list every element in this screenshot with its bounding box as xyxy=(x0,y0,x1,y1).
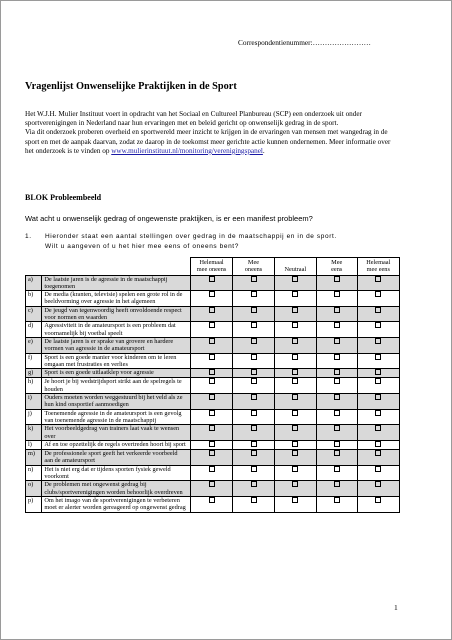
answer-cell xyxy=(274,425,316,441)
checkbox-icon[interactable] xyxy=(292,497,298,503)
header-blank xyxy=(26,258,191,276)
statement-letter: k) xyxy=(26,425,42,441)
statement-letter: b) xyxy=(26,291,42,307)
answer-cell xyxy=(274,409,316,425)
statement-text: Af en toe opzettelijk de regels overtreden hoort bij sport xyxy=(42,440,191,449)
statement-text: De laatste jaren is de agressie in de maatschappij toegenomen xyxy=(42,275,191,291)
statement-text: Toenemende agressie in de amateursport is een gevolg van toenemende agressie in de maatschappij xyxy=(42,409,191,425)
question-1-line-2: Wilt u aangeven of u het hier mee eens of oneens bent? xyxy=(45,243,239,250)
statement-row xyxy=(26,378,400,394)
checkbox-icon[interactable] xyxy=(292,378,298,384)
checkbox-icon[interactable] xyxy=(209,425,215,431)
answer-cell xyxy=(357,425,399,441)
statement-row xyxy=(26,306,400,322)
answer-cell xyxy=(190,450,232,466)
statement-row xyxy=(26,481,400,497)
answer-cell xyxy=(274,465,316,481)
answer-cell xyxy=(190,275,232,291)
checkbox-icon[interactable] xyxy=(209,497,215,503)
answer-cell xyxy=(357,496,399,512)
answer-cell xyxy=(274,291,316,307)
answer-cell xyxy=(233,275,275,291)
statement-text: De media (kranten, televisie) spelen een grote rol in de beeldvorming over agressie in het algemeen xyxy=(42,291,191,307)
checkbox-icon[interactable] xyxy=(334,354,340,360)
scale-header-3-line-2: Neutraal xyxy=(284,266,307,274)
checkbox-icon[interactable] xyxy=(209,481,215,487)
answer-cell xyxy=(190,378,232,394)
checkbox-icon[interactable] xyxy=(292,369,298,375)
checkbox-icon[interactable] xyxy=(292,307,298,313)
checkbox-icon[interactable] xyxy=(251,394,257,400)
statement-letter: i) xyxy=(26,394,42,410)
checkbox-icon[interactable] xyxy=(209,394,215,400)
answer-cell xyxy=(357,369,399,378)
statement-letter: g) xyxy=(26,369,42,378)
respondent-number-label: Correspondentienummer:…………………… xyxy=(238,38,371,47)
statement-letter: l) xyxy=(26,440,42,449)
statement-text: Het voorbeeldgedrag van trainers laat vaak te wensen over xyxy=(42,425,191,441)
answer-cell xyxy=(190,306,232,322)
checkbox-icon[interactable] xyxy=(334,369,340,375)
answer-cell xyxy=(233,425,275,441)
statement-row xyxy=(26,465,400,481)
checkbox-icon[interactable] xyxy=(334,276,340,282)
statement-letter: d) xyxy=(26,322,42,338)
answer-cell xyxy=(233,496,275,512)
checkbox-icon[interactable] xyxy=(334,394,340,400)
answer-cell xyxy=(274,440,316,449)
statement-row xyxy=(26,322,400,338)
page-number: 1 xyxy=(394,603,398,612)
answer-cell xyxy=(233,306,275,322)
checkbox-icon[interactable] xyxy=(334,410,340,416)
question-1 xyxy=(25,232,337,252)
answer-cell xyxy=(233,465,275,481)
checkbox-icon[interactable] xyxy=(334,322,340,328)
statement-letter: c) xyxy=(26,306,42,322)
answer-cell xyxy=(274,306,316,322)
checkbox-icon[interactable] xyxy=(292,354,298,360)
answer-cell xyxy=(357,322,399,338)
statement-text: De jeugd van tegenwoordig heeft onvoldoende respect voor normen en waarden xyxy=(42,306,191,322)
statement-letter: f) xyxy=(26,353,42,369)
checkbox-icon[interactable] xyxy=(209,338,215,344)
answer-cell xyxy=(190,409,232,425)
checkbox-icon[interactable] xyxy=(375,378,381,384)
answer-cell xyxy=(357,465,399,481)
scale-header-1-line-2: mee oneens xyxy=(196,266,227,274)
answer-cell xyxy=(233,378,275,394)
checkbox-icon[interactable] xyxy=(292,450,298,456)
checkbox-icon[interactable] xyxy=(251,291,257,297)
checkbox-icon[interactable] xyxy=(375,354,381,360)
answer-cell xyxy=(316,369,357,378)
checkbox-icon[interactable] xyxy=(334,450,340,456)
statement-text: Agressiviteit in de amateursport is een probleem dat voornamelijk bij voetbal speelt xyxy=(42,322,191,338)
answer-cell xyxy=(316,394,357,410)
answer-cell xyxy=(357,481,399,497)
statement-text: Sport is een goede uitlaatklep voor agressie xyxy=(42,369,191,378)
checkbox-icon[interactable] xyxy=(251,322,257,328)
checkbox-icon[interactable] xyxy=(292,276,298,282)
answer-cell xyxy=(190,394,232,410)
statement-row xyxy=(26,409,400,425)
answer-cell xyxy=(357,337,399,353)
statement-text: De laatste jaren is er sprake van grovere en hardere vormen van agressie in de amateursport xyxy=(42,337,191,353)
scale-header-1-line-1: Helemaal xyxy=(199,259,224,266)
statement-text: Het is niet erg dat er tijdens sporten fysiek geweld voorkomt xyxy=(42,465,191,481)
checkbox-icon[interactable] xyxy=(251,450,257,456)
checkbox-icon[interactable] xyxy=(251,410,257,416)
answer-cell xyxy=(357,306,399,322)
checkbox-icon[interactable] xyxy=(292,466,298,472)
answer-cell xyxy=(233,369,275,378)
answer-cell xyxy=(316,409,357,425)
statement-row xyxy=(26,450,400,466)
answer-cell xyxy=(316,425,357,441)
statement-row xyxy=(26,337,400,353)
answer-cell xyxy=(274,337,316,353)
statement-letter: h) xyxy=(26,378,42,394)
answer-cell xyxy=(274,322,316,338)
scale-header-4-line-1: Mee xyxy=(331,259,343,266)
statement-row xyxy=(26,291,400,307)
scale-header-2 xyxy=(233,258,275,276)
checkbox-icon[interactable] xyxy=(375,369,381,375)
statement-text: De professionele sport geeft het verkeerde voorbeeld aan de amateursport xyxy=(42,450,191,466)
checkbox-icon[interactable] xyxy=(251,276,257,282)
checkbox-icon[interactable] xyxy=(292,322,298,328)
checkbox-icon[interactable] xyxy=(209,378,215,384)
answer-cell xyxy=(190,291,232,307)
checkbox-icon[interactable] xyxy=(251,338,257,344)
checkbox-icon[interactable] xyxy=(251,481,257,487)
answer-cell xyxy=(190,337,232,353)
answer-cell xyxy=(274,378,316,394)
answer-cell xyxy=(357,440,399,449)
answer-cell xyxy=(316,378,357,394)
checkbox-icon[interactable] xyxy=(251,425,257,431)
checkbox-icon[interactable] xyxy=(209,466,215,472)
checkbox-icon[interactable] xyxy=(375,450,381,456)
checkbox-icon[interactable] xyxy=(292,338,298,344)
statement-text: Om het imago van de sportverenigingen te verbeteren moet er alerter worden gereageerd op ongewenst gedrag xyxy=(42,496,191,512)
checkbox-icon[interactable] xyxy=(292,441,298,447)
statement-letter: n) xyxy=(26,465,42,481)
checkbox-icon[interactable] xyxy=(251,369,257,375)
answer-cell xyxy=(274,275,316,291)
statements-table xyxy=(25,257,400,513)
answer-cell xyxy=(274,496,316,512)
statement-text: Sport is een goede manier voor kinderen om te leren omgaan met frustraties en verlies xyxy=(42,353,191,369)
statement-row xyxy=(26,275,400,291)
checkbox-icon[interactable] xyxy=(375,276,381,282)
checkbox-icon[interactable] xyxy=(375,441,381,447)
answer-cell xyxy=(316,353,357,369)
checkbox-icon[interactable] xyxy=(375,338,381,344)
statement-letter: j) xyxy=(26,409,42,425)
answer-cell xyxy=(233,337,275,353)
scale-header-5-line-1: Helemaal xyxy=(366,259,391,266)
checkbox-icon[interactable] xyxy=(334,441,340,447)
answer-cell xyxy=(190,369,232,378)
scale-header-3 xyxy=(274,258,316,276)
checkbox-icon[interactable] xyxy=(375,481,381,487)
answer-cell xyxy=(190,440,232,449)
checkbox-icon[interactable] xyxy=(209,450,215,456)
answer-cell xyxy=(274,369,316,378)
answer-cell xyxy=(233,450,275,466)
section-heading: BLOK Probleembeeld xyxy=(25,193,102,202)
checkbox-icon[interactable] xyxy=(251,378,257,384)
checkbox-icon[interactable] xyxy=(251,354,257,360)
checkbox-icon[interactable] xyxy=(209,441,215,447)
info-link[interactable]: www.mulierinstituut.nl/monitoring/verenigingspanel xyxy=(111,146,263,155)
checkbox-icon[interactable] xyxy=(334,425,340,431)
main-question: Wat acht u onwenselijk gedrag of ongewenste praktijken, is er een manifest probleem? xyxy=(25,214,313,223)
statement-row xyxy=(26,425,400,441)
statement-text: De problemen met ongewenst gedrag bij clubs/sportverenigingen worden behoorlijk overdreven xyxy=(42,481,191,497)
scale-header-5-line-2: mee eens xyxy=(366,266,390,274)
answer-cell xyxy=(316,465,357,481)
statement-row xyxy=(26,353,400,369)
answer-cell xyxy=(316,481,357,497)
answer-cell xyxy=(233,291,275,307)
answer-cell xyxy=(190,481,232,497)
scale-header-1 xyxy=(190,258,232,276)
scale-header-2-line-2: oneens xyxy=(244,266,263,274)
statement-row xyxy=(26,394,400,410)
statement-letter: a) xyxy=(26,275,42,291)
checkbox-icon[interactable] xyxy=(334,481,340,487)
answer-cell xyxy=(316,322,357,338)
scale-header-5 xyxy=(357,258,399,276)
statement-letter: p) xyxy=(26,496,42,512)
checkbox-icon[interactable] xyxy=(334,338,340,344)
answer-cell xyxy=(190,353,232,369)
answer-cell xyxy=(357,353,399,369)
answer-cell xyxy=(190,322,232,338)
statement-text: Ouders moeten worden weggestuurd bij het veld als ze hun kind onsportief aanmoedigen xyxy=(42,394,191,410)
checkbox-icon[interactable] xyxy=(292,394,298,400)
statement-letter: m) xyxy=(26,450,42,466)
checkbox-icon[interactable] xyxy=(334,497,340,503)
intro-link-suffix: . xyxy=(262,146,265,155)
page-title: Vragenlijst Onwenselijke Praktijken in de Sport xyxy=(25,81,237,92)
checkbox-icon[interactable] xyxy=(292,481,298,487)
checkbox-icon[interactable] xyxy=(209,291,215,297)
statement-row xyxy=(26,440,400,449)
answer-cell xyxy=(357,450,399,466)
scale-header-row xyxy=(26,258,400,276)
answer-cell xyxy=(274,394,316,410)
checkbox-icon[interactable] xyxy=(375,322,381,328)
checkbox-icon[interactable] xyxy=(334,466,340,472)
checkbox-icon[interactable] xyxy=(375,291,381,297)
answer-cell xyxy=(357,394,399,410)
checkbox-icon[interactable] xyxy=(209,322,215,328)
answer-cell xyxy=(190,496,232,512)
answer-cell xyxy=(357,378,399,394)
checkbox-icon[interactable] xyxy=(209,307,215,313)
answer-cell xyxy=(233,481,275,497)
statement-row xyxy=(26,369,400,378)
answer-cell xyxy=(233,353,275,369)
answer-cell xyxy=(316,306,357,322)
statement-text: Je hoort je bij wedstrijdsport strikt aan de spelregels te houden xyxy=(42,378,191,394)
answer-cell xyxy=(190,425,232,441)
answer-cell xyxy=(274,353,316,369)
scale-header-4 xyxy=(316,258,357,276)
checkbox-icon[interactable] xyxy=(251,441,257,447)
question-number: 1. xyxy=(25,233,32,240)
answer-cell xyxy=(233,394,275,410)
answer-cell xyxy=(357,275,399,291)
checkbox-icon[interactable] xyxy=(209,354,215,360)
checkbox-icon[interactable] xyxy=(292,410,298,416)
checkbox-icon[interactable] xyxy=(334,378,340,384)
checkbox-icon[interactable] xyxy=(209,276,215,282)
intro-paragraph-2 xyxy=(25,128,400,156)
answer-cell xyxy=(233,322,275,338)
answer-cell xyxy=(316,450,357,466)
answer-cell xyxy=(233,409,275,425)
statement-letter: e) xyxy=(26,337,42,353)
checkbox-icon[interactable] xyxy=(292,291,298,297)
checkbox-icon[interactable] xyxy=(251,466,257,472)
answer-cell xyxy=(316,291,357,307)
checkbox-icon[interactable] xyxy=(375,410,381,416)
checkbox-icon[interactable] xyxy=(334,307,340,313)
intro-paragraph-1: Het W.J.H. Mulier Instituut voert in opdracht van het Sociaal en Cultureel Planbureau (SCP) een onderzoek uit onder sportverenigingen in Nederland naar hun ervaringen met en beleid gericht op onwenselijk gedrag in de sport. xyxy=(25,110,362,128)
checkbox-icon[interactable] xyxy=(251,497,257,503)
question-1-line-1: Hieronder staat een aantal stellingen over gedrag in de maatschappij en in de sport. xyxy=(45,233,337,240)
checkbox-icon[interactable] xyxy=(292,425,298,431)
checkbox-icon[interactable] xyxy=(334,291,340,297)
statements-body xyxy=(26,275,400,512)
answer-cell xyxy=(357,409,399,425)
checkbox-icon[interactable] xyxy=(375,307,381,313)
checkbox-icon[interactable] xyxy=(375,425,381,431)
intro-paragraph-2-text: Via dit onderzoek proberen overheid en sportwereld meer inzicht te krijgen in de ervaringen van mensen met wangedrag in de sport en met de aanpak daarvan, zodat ze daarop in de toekomst meer gerichte actie kunnen ondernemen. Meer informatie over het onderzoek is te vinden op xyxy=(25,128,391,155)
scale-header-2-line-1: Mee xyxy=(247,259,260,266)
answer-cell xyxy=(316,440,357,449)
checkbox-icon[interactable] xyxy=(375,497,381,503)
checkbox-icon[interactable] xyxy=(209,410,215,416)
checkbox-icon[interactable] xyxy=(375,394,381,400)
scale-header-4-line-2: eens xyxy=(331,266,343,274)
checkbox-icon[interactable] xyxy=(251,307,257,313)
checkbox-icon[interactable] xyxy=(209,369,215,375)
statement-letter: o) xyxy=(26,481,42,497)
intro-text xyxy=(25,110,400,156)
checkbox-icon[interactable] xyxy=(375,466,381,472)
answer-cell xyxy=(357,291,399,307)
answer-cell xyxy=(316,275,357,291)
answer-cell xyxy=(316,337,357,353)
answer-cell xyxy=(274,481,316,497)
answer-cell xyxy=(316,496,357,512)
answer-cell xyxy=(233,440,275,449)
answer-cell xyxy=(274,450,316,466)
answer-cell xyxy=(190,465,232,481)
statement-row xyxy=(26,496,400,512)
